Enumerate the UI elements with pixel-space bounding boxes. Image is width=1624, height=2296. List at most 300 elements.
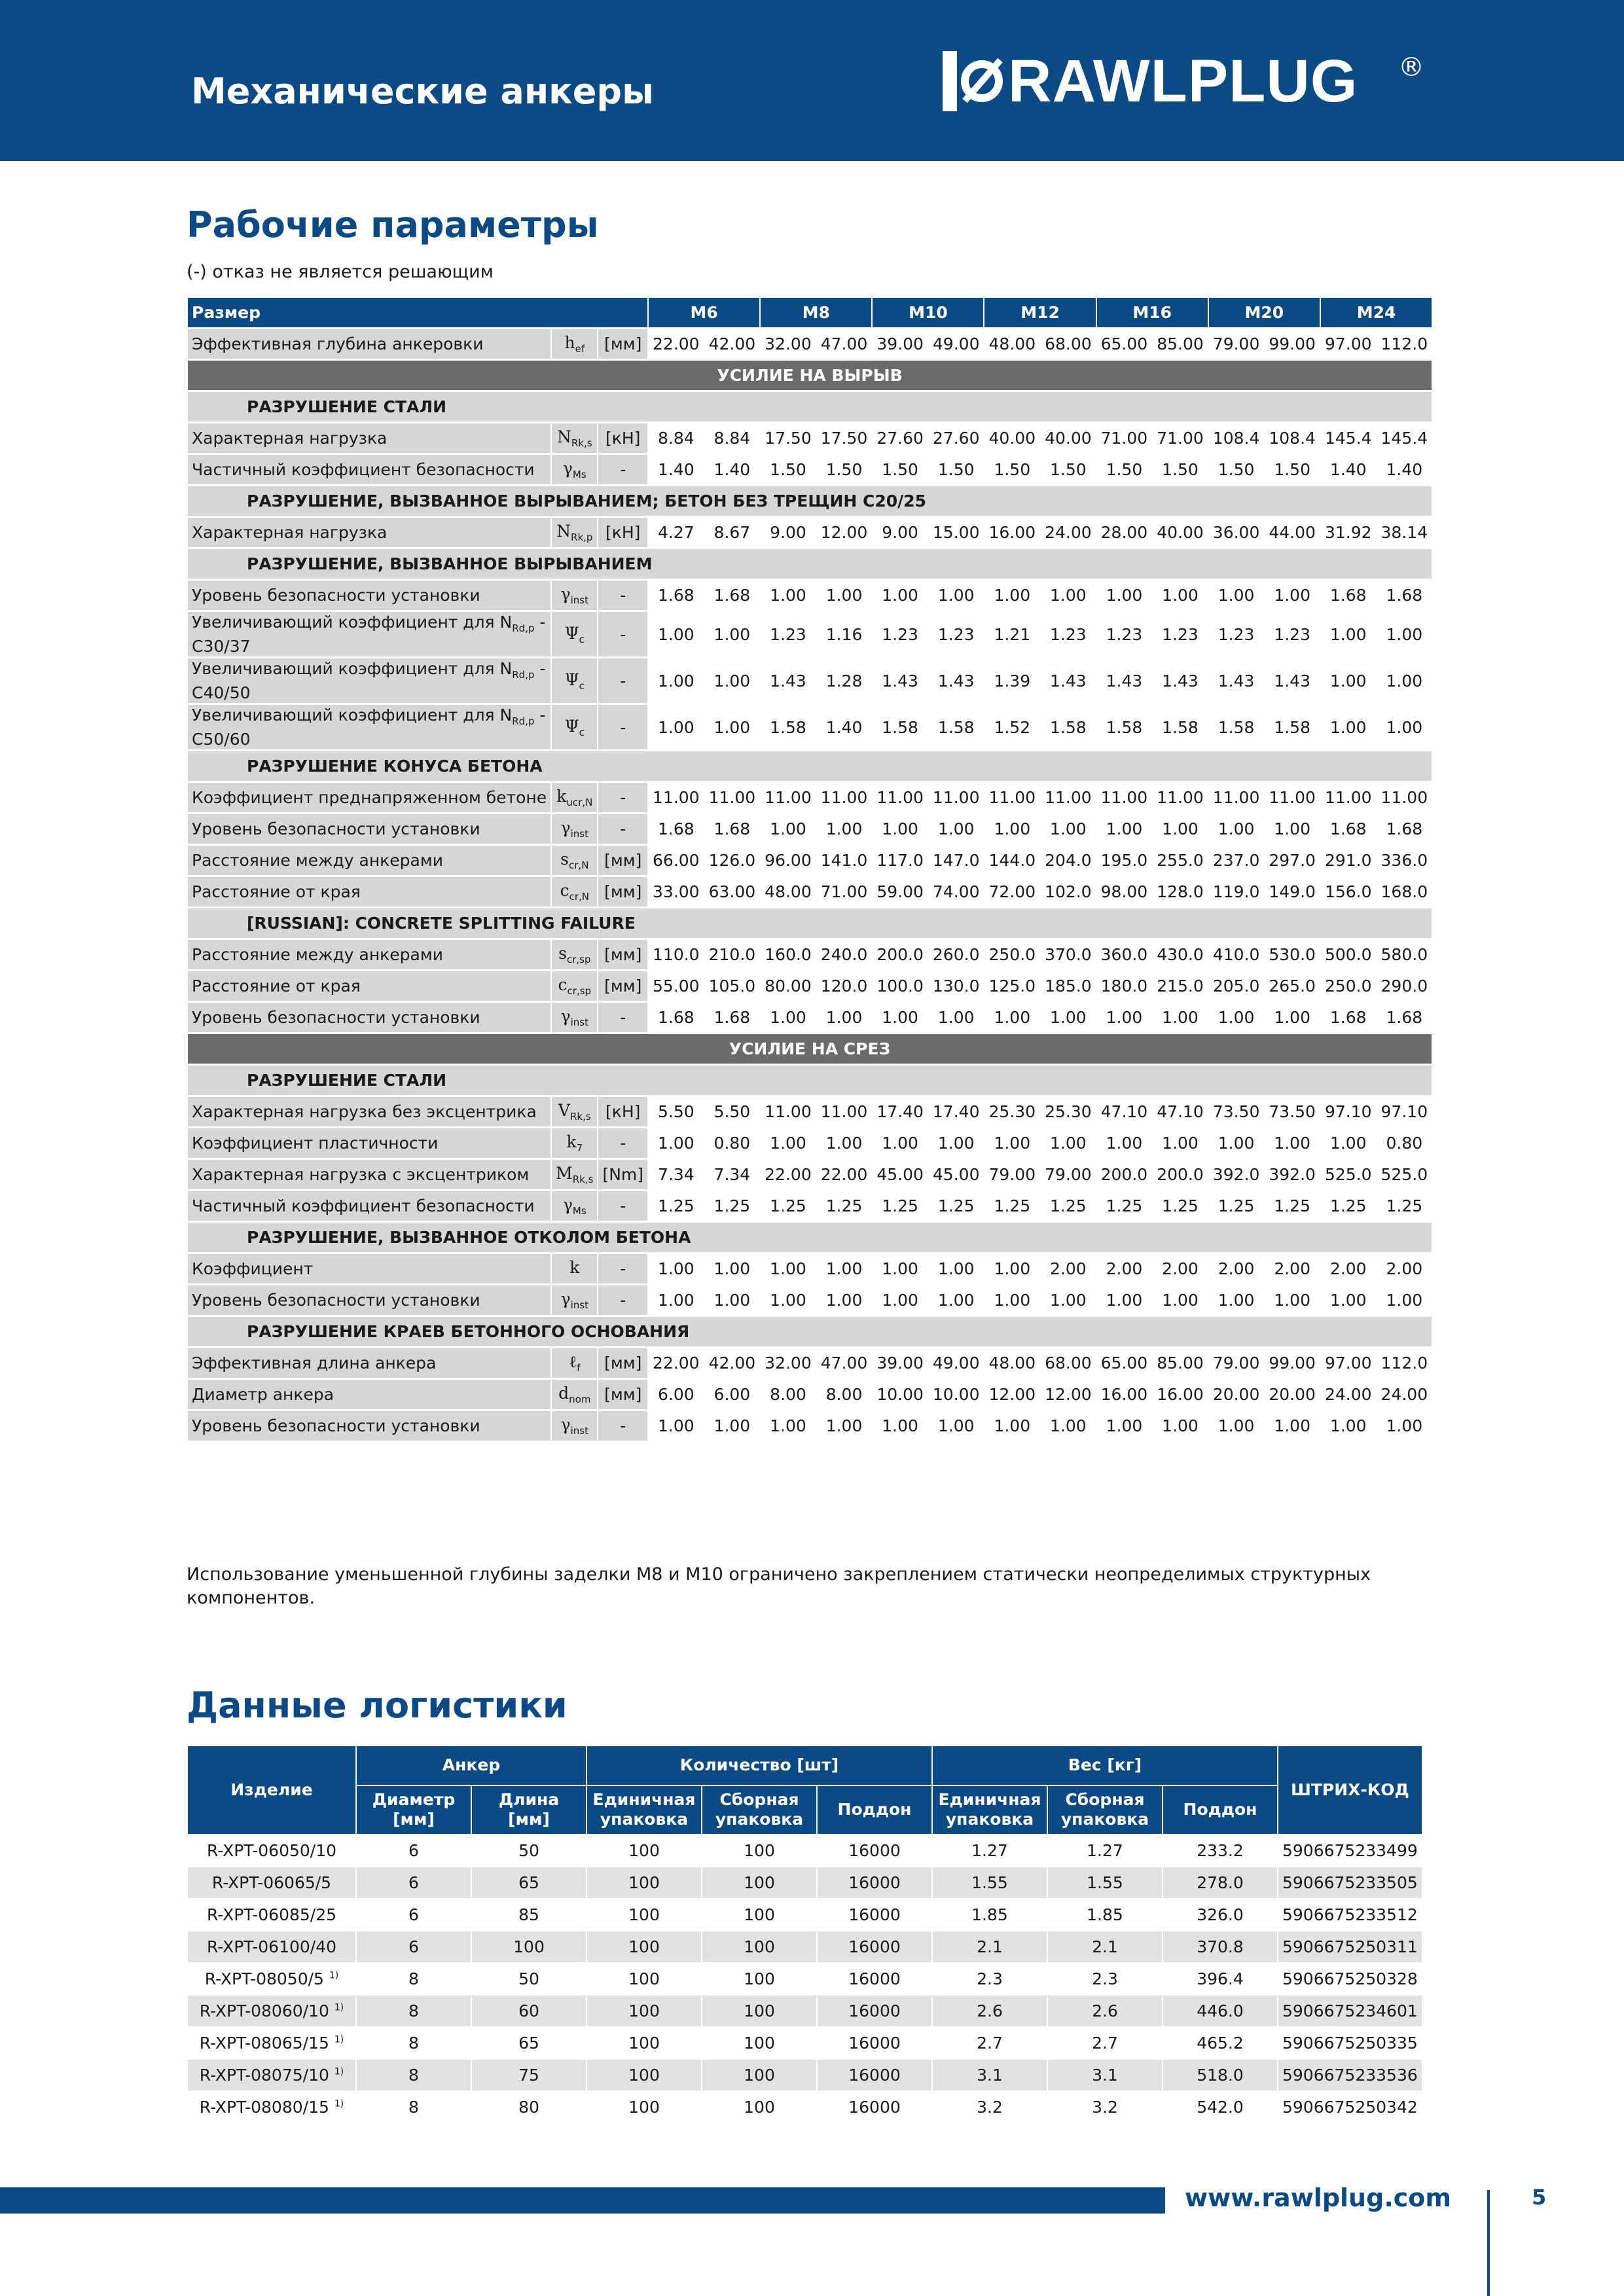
size-m8: M8 [761,298,871,327]
symbol-letter: V [558,1101,570,1120]
value-cell: 11.00 [817,783,872,812]
symbol-subscript: c [579,679,585,692]
product-code: R-XPT-06085/25 [206,1905,337,1924]
parameter-row [188,1191,1432,1221]
parameter-label-text: Увеличивающий коэффициент для N [192,658,513,678]
value-cell: 0.80 [1377,1128,1432,1158]
parameter-label-text: Эффективная глубина анкеровки [192,334,484,353]
parameter-label [188,940,550,969]
value-cell: 1.00 [761,1411,816,1441]
value-cell: 15.00 [929,518,984,547]
value-cell: 500.0 [1321,940,1376,969]
diameter-cell: 6 [357,1835,471,1866]
length-cell: 50 [472,1964,586,1994]
subsection-label: РАЗРУШЕНИЕ, ВЫЗВАННОЕ ОТКОЛОМ БЕТОНА [188,1223,1432,1252]
value-cell: 1.00 [1097,1003,1152,1032]
value-cell: 1.23 [929,612,984,656]
parameter-row [188,1128,1432,1158]
product-cell [188,1931,355,1962]
value-cell: 392.0 [1265,1160,1320,1189]
value-cell: 11.00 [1041,783,1096,812]
value-cell: 11.00 [929,783,984,812]
value-cell: 100.0 [873,971,928,1001]
qty-bulk-cell: 100 [702,2060,816,2090]
qty-unit-cell: 100 [587,1996,701,2026]
rawlplug-logo [943,48,1440,114]
weight-bulk-pack-header: Сборная упаковка [1048,1786,1162,1834]
value-cell: 1.00 [761,814,816,844]
value-cell: 120.0 [817,971,872,1001]
value-cell: 1.00 [1153,814,1208,844]
value-cell: 1.68 [1321,1003,1376,1032]
value-cell: 128.0 [1153,877,1208,906]
value-cell: 20.00 [1265,1380,1320,1409]
value-cell: 1.00 [705,705,760,749]
value-cell: 1.40 [705,455,760,484]
symbol-letter: γ [560,1415,571,1434]
value-cell: 11.00 [984,783,1039,812]
value-cell: 580.0 [1377,940,1432,969]
subsection-row [188,1317,1432,1346]
parameter-row [188,1380,1432,1409]
symbol-letter: γ [562,1195,573,1214]
value-cell: 130.0 [929,971,984,1001]
value-cell: 10.00 [873,1380,928,1409]
diameter-cell: 6 [357,1899,471,1930]
symbol-letter: Ψ [564,670,579,689]
parameter-symbol [552,1348,597,1378]
value-cell: 1.00 [1321,1285,1376,1315]
value-cell: 297.0 [1265,846,1320,875]
subsection-label: РАЗРУШЕНИЕ КОНУСА БЕТОНА [188,751,1432,781]
value-cell: 1.00 [649,658,704,703]
value-cell: 16.00 [1153,1380,1208,1409]
value-cell: 1.00 [705,1285,760,1315]
qty-bulk-cell: 100 [702,2092,816,2123]
value-cell: 22.00 [649,329,704,359]
parameter-unit: - [598,1191,647,1221]
value-cell: 1.00 [1153,1128,1208,1158]
value-cell: 1.00 [984,1411,1039,1441]
logo-text: RAWLPLUG [1008,48,1358,115]
weight-unit-cell: 2.6 [933,1996,1047,2026]
diameter-cell: 8 [357,2060,471,2090]
value-cell: 65.00 [1097,329,1152,359]
symbol-subscript: cr,N [569,859,589,871]
anchor-header: Анкер [357,1746,586,1785]
value-cell: 1.00 [929,1254,984,1283]
value-cell: 1.43 [1097,658,1152,703]
value-cell: 96.00 [761,846,816,875]
value-cell: 27.60 [873,423,928,453]
value-cell: 1.43 [1153,658,1208,703]
value-cell: 260.0 [929,940,984,969]
parameter-unit: - [598,455,647,484]
value-cell: 1.58 [1041,705,1096,749]
value-cell: 1.00 [1321,658,1376,703]
parameter-label [188,1191,550,1221]
parameter-unit: - [598,1254,647,1283]
qty-unit-cell: 100 [587,1931,701,1962]
value-cell: 6.00 [649,1380,704,1409]
weight-bulk-cell: 2.1 [1048,1931,1162,1962]
value-cell: 1.00 [1097,1285,1152,1315]
value-cell: 11.00 [1265,783,1320,812]
parameter-unit: [Nm] [598,1160,647,1189]
value-cell: 1.28 [817,658,872,703]
parameter-row [188,846,1432,875]
value-cell: 1.40 [1321,455,1376,484]
parameter-label-subscript: Rd,p [512,668,535,681]
value-cell: 1.00 [1153,1285,1208,1315]
value-cell: 1.43 [1265,658,1320,703]
qty-pallet-cell: 16000 [818,2092,931,2123]
weight-pallet-header: Поддон [1163,1786,1277,1834]
value-cell: 250.0 [984,940,1039,969]
value-cell: 49.00 [929,329,984,359]
parameter-label [188,783,550,812]
symbol-subscript: ef [575,343,585,355]
symbol-subscript: nom [569,1393,591,1405]
value-cell: 1.00 [1209,814,1264,844]
value-cell: 1.00 [984,814,1039,844]
value-cell: 1.00 [817,814,872,844]
parameter-row [188,814,1432,844]
parameter-label-text: Расстояние между анкерами [192,945,443,964]
value-cell: 12.00 [984,1380,1039,1409]
parameter-label-text: Уровень безопасности установки [192,1008,480,1027]
value-cell: 11.00 [817,1097,872,1126]
value-cell: 40.00 [984,423,1039,453]
value-cell: 530.0 [1265,940,1320,969]
parameter-label [188,329,550,359]
parameter-symbol [552,1097,597,1126]
value-cell: 149.0 [1265,877,1320,906]
parameter-label-text: Эффективная длина анкера [192,1354,437,1372]
parameter-symbol [552,705,597,749]
value-cell: 108.4 [1209,423,1264,453]
value-cell: 1.00 [929,1003,984,1032]
value-cell: 1.25 [873,1191,928,1221]
parameter-unit: - [598,1411,647,1441]
value-cell: 1.50 [761,455,816,484]
value-cell: 1.50 [1153,455,1208,484]
value-cell: 24.00 [1041,518,1096,547]
weight-bulk-cell: 1.85 [1048,1899,1162,1930]
value-cell: 71.00 [1097,423,1152,453]
value-cell: 1.68 [1321,581,1376,610]
value-cell: 108.4 [1265,423,1320,453]
parameter-label-subscript: Rd,p [512,622,535,634]
value-cell: 1.25 [1153,1191,1208,1221]
symbol-subscript: f [577,1362,581,1374]
product-code: R-XPT-08060/10 [199,2001,329,2020]
symbol-letter: Ψ [564,716,579,736]
qty-pallet-cell: 16000 [818,1899,931,1930]
value-cell: 47.10 [1097,1097,1152,1126]
parameter-unit: [мм] [598,846,647,875]
value-cell: 200.0 [1153,1160,1208,1189]
value-cell: 360.0 [1097,940,1152,969]
value-cell: 8.84 [649,423,704,453]
value-cell: 1.00 [1377,1411,1432,1441]
value-cell: 8.67 [705,518,760,547]
value-cell: 1.50 [929,455,984,484]
symbol-subscript: c [579,633,585,645]
parameter-row [188,705,1432,749]
symbol-subscript: 7 [576,1142,583,1154]
value-cell: 1.00 [1209,581,1264,610]
value-cell: 119.0 [1209,877,1264,906]
symbol-subscript: Rk,s [571,437,592,449]
weight-bulk-cell: 2.6 [1048,1996,1162,2026]
value-cell: 1.00 [705,658,760,703]
value-cell: 11.00 [1209,783,1264,812]
symbol-subscript: cr,N [569,891,589,903]
value-cell: 1.00 [1377,1285,1432,1315]
value-cell: 144.0 [984,846,1039,875]
value-cell: 22.00 [761,1160,816,1189]
parameter-symbol [552,971,597,1001]
value-cell: 1.43 [873,658,928,703]
value-cell: 17.40 [929,1097,984,1126]
qty-bulk-cell: 100 [702,1867,816,1898]
value-cell: 2.00 [1097,1254,1152,1283]
value-cell: 1.68 [649,814,704,844]
value-cell: 25.30 [984,1097,1039,1126]
value-cell: 180.0 [1097,971,1152,1001]
value-cell: 79.00 [1041,1160,1096,1189]
value-cell: 525.0 [1377,1160,1432,1189]
logistics-header-row-2 [188,1786,1422,1834]
parameter-row [188,1254,1432,1283]
qty-bulk-pack-header: Сборная упаковка [702,1786,816,1834]
parameter-label-text: Характерная нагрузка без эксцентрика [192,1102,537,1121]
value-cell: 17.50 [817,423,872,453]
parameter-label-text: Коэффициент пластичности [192,1134,439,1153]
parameter-unit: - [598,1003,647,1032]
value-cell: 145.4 [1377,423,1432,453]
value-cell: 1.00 [817,1254,872,1283]
parameter-row [188,783,1432,812]
parameter-symbol [552,455,597,484]
value-cell: 1.40 [1377,455,1432,484]
value-cell: 1.16 [817,612,872,656]
qty-pallet-cell: 16000 [818,2060,931,2090]
value-cell: 63.00 [705,877,760,906]
value-cell: 66.00 [649,846,704,875]
value-cell: 1.68 [1377,581,1432,610]
value-cell: 79.00 [1209,1348,1264,1378]
parameter-label [188,705,550,749]
product-code: R-XPT-08050/5 [204,1969,324,1988]
value-cell: 47.00 [817,329,872,359]
value-cell: 291.0 [1321,846,1376,875]
parameter-label-text: Увеличивающий коэффициент для N [192,705,513,725]
page-number: 5 [1532,2185,1547,2210]
weight-unit-cell: 3.2 [933,2092,1047,2123]
symbol-letter: h [564,333,575,352]
parameter-unit: - [598,1285,647,1315]
value-cell: 40.00 [1041,423,1096,453]
value-cell: 1.25 [761,1191,816,1221]
footer-url[interactable]: www.rawlplug.com [1185,2183,1451,2212]
value-cell: 39.00 [873,1348,928,1378]
value-cell: 1.00 [873,581,928,610]
parameter-unit: [мм] [598,877,647,906]
logistics-row [188,1867,1422,1898]
diameter-cell: 6 [357,1867,471,1898]
value-cell: 1.00 [761,1003,816,1032]
parameter-symbol [552,612,597,656]
value-cell: 36.00 [1209,518,1264,547]
value-cell: 1.58 [1153,705,1208,749]
subsection-row [188,486,1432,516]
parameter-label [188,455,550,484]
value-cell: 1.00 [1041,1285,1096,1315]
qty-pallet-cell: 16000 [818,1867,931,1898]
parameter-symbol [552,658,597,703]
parameter-label [188,1128,550,1158]
product-footnote-mark: 1) [334,2034,344,2045]
length-cell: 60 [472,1996,586,2026]
weight-bulk-cell: 3.2 [1048,2092,1162,2123]
parameter-unit: - [598,581,647,610]
value-cell: 1.00 [1265,1003,1320,1032]
parameter-symbol [552,940,597,969]
value-cell: 1.68 [649,581,704,610]
quantity-header: Количество [шт] [587,1746,931,1785]
barcode-cell: 5906675233512 [1278,1899,1422,1930]
value-cell: 16.00 [1097,1380,1152,1409]
value-cell: 97.00 [1321,329,1376,359]
parameter-symbol [552,423,597,453]
barcode-cell: 5906675233536 [1278,2060,1422,2090]
value-cell: 1.25 [1321,1191,1376,1221]
product-cell [188,1996,355,2026]
parameter-label-text: Расстояние от края [192,882,361,901]
value-cell: 145.4 [1321,423,1376,453]
subsection-row [188,549,1432,579]
qty-bulk-cell: 100 [702,1996,816,2026]
logistics-row [188,2092,1422,2123]
value-cell: 102.0 [1041,877,1096,906]
product-cell [188,1964,355,1994]
value-cell: 105.0 [705,971,760,1001]
value-cell: 370.0 [1041,940,1096,969]
parameter-unit: - [598,814,647,844]
logistics-row [188,2028,1422,2058]
value-cell: 1.43 [1209,658,1264,703]
parameter-unit: [мм] [598,1380,647,1409]
parameter-symbol [552,814,597,844]
subsection-row [188,392,1432,422]
value-cell: 1.00 [1321,612,1376,656]
value-cell: 42.00 [705,1348,760,1378]
size-m12: M12 [984,298,1095,327]
value-cell: 1.00 [1097,814,1152,844]
value-cell: 8.84 [705,423,760,453]
value-cell: 1.00 [1265,1128,1320,1158]
value-cell: 1.00 [705,1254,760,1283]
weight-bulk-cell: 3.1 [1048,2060,1162,2090]
subsection-row [188,908,1432,938]
subsection-label: РАЗРУШЕНИЕ КРАЕВ БЕТОННОГО ОСНОВАНИЯ [188,1317,1432,1346]
parameter-label [188,423,550,453]
value-cell: 1.00 [705,612,760,656]
length-cell: 75 [472,2060,586,2090]
value-cell: 1.23 [1265,612,1320,656]
qty-unit-cell: 100 [587,1835,701,1866]
symbol-letter: k [569,1258,580,1277]
value-cell: 410.0 [1209,940,1264,969]
product-cell [188,1899,355,1930]
value-cell: 1.25 [649,1191,704,1221]
section-band [188,1034,1432,1064]
parameter-label [188,814,550,844]
value-cell: 1.50 [984,455,1039,484]
subsection-label: РАЗРУШЕНИЕ, ВЫЗВАННОЕ ВЫРЫВАНИЕМ; БЕТОН БЕЗ ТРЕЩИН C20/25 [188,486,1432,516]
value-cell: 1.23 [761,612,816,656]
value-cell: 1.00 [984,1128,1039,1158]
parameter-label [188,581,550,610]
qty-pallet-cell: 16000 [818,2028,931,2058]
value-cell: 1.00 [649,1411,704,1441]
qty-bulk-cell: 100 [702,1835,816,1866]
parameter-label [188,971,550,1001]
value-cell: 1.00 [1377,612,1432,656]
value-cell: 1.00 [873,814,928,844]
value-cell: 40.00 [1153,518,1208,547]
value-cell: 20.00 [1209,1380,1264,1409]
value-cell: 1.50 [873,455,928,484]
value-cell: 1.00 [817,1285,872,1315]
value-cell: 1.00 [761,581,816,610]
product-code: R-XPT-06100/40 [206,1937,337,1956]
size-m24: M24 [1321,298,1432,327]
value-cell: 392.0 [1209,1160,1264,1189]
value-cell: 1.00 [1097,581,1152,610]
value-cell: 141.0 [817,846,872,875]
weight-pallet-cell: 370.8 [1163,1931,1277,1962]
product-code: R-XPT-08065/15 [199,2034,329,2053]
symbol-letter: c [558,975,568,994]
parameter-label-end: - C50/60 [192,705,546,749]
value-cell: 85.00 [1153,329,1208,359]
symbol-letter: γ [562,459,573,478]
qty-unit-cell: 100 [587,2060,701,2090]
parameter-symbol [552,518,597,547]
value-cell: 1.25 [984,1191,1039,1221]
qty-unit-pack-header: Единичная упаковка [587,1786,701,1834]
value-cell: 1.00 [873,1411,928,1441]
parameter-label-text: Характерная нагрузка [192,429,388,448]
value-cell: 1.00 [929,1128,984,1158]
parameter-unit: - [598,612,647,656]
parameter-row [188,518,1432,547]
parameter-symbol [552,1003,597,1032]
value-cell: 1.00 [649,1285,704,1315]
value-cell: 255.0 [1153,846,1208,875]
value-cell: 215.0 [1153,971,1208,1001]
diameter-header: Диаметр [мм] [357,1786,471,1834]
parameter-label-text: Частичный коэффициент безопасности [192,1196,535,1215]
value-cell: 32.00 [761,1348,816,1378]
value-cell: 195.0 [1097,846,1152,875]
value-cell: 1.00 [1321,1128,1376,1158]
value-cell: 1.00 [873,1128,928,1158]
value-cell: 11.00 [1377,783,1432,812]
